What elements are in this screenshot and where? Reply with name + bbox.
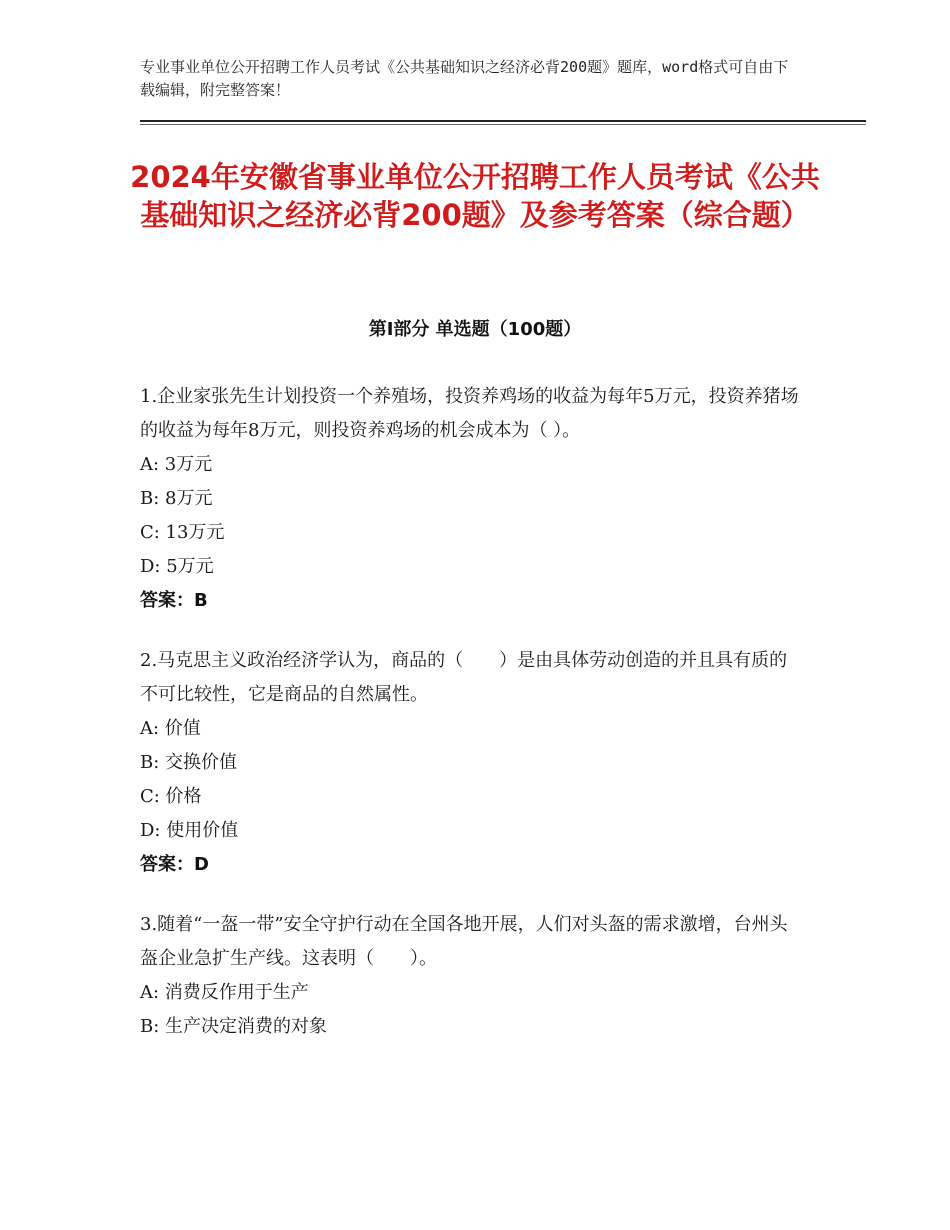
- header-divider-thin: [140, 124, 866, 125]
- answer-label: 答案：B: [140, 590, 208, 611]
- section-title: 第Ⅰ部分 单选题（100题）: [368, 319, 582, 340]
- option-d: D: 5万元: [140, 556, 214, 577]
- question-stem: 2.马克思主义政治经济学认为，商品的（ ）是由具体劳动创造的并且具有质的不可比较性，它是商品的自然属性。: [140, 650, 788, 705]
- header-note: 专业事业单位公开招聘工作人员考试《公共基础知识之经济必背200题》题库，word格式可自由下载编辑，附完整答案！: [140, 58, 789, 99]
- question-3: [140, 908, 800, 1044]
- question-list: [140, 380, 800, 1070]
- option-b: B: 生产决定消费的对象: [140, 1016, 328, 1037]
- question-stem: 3.随着“一盔一带”安全守护行动在全国各地开展，人们对头盔的需求激增，台州头盔企业急扩生产线。这表明（ ）。: [140, 914, 788, 969]
- option-b: B: 交换价值: [140, 752, 238, 773]
- option-b: B: 8万元: [140, 488, 213, 509]
- option-a: A: 3万元: [140, 454, 213, 475]
- question-1: [140, 380, 800, 618]
- option-a: A: 价值: [140, 718, 201, 739]
- document-title: 2024年安徽省事业单位公开招聘工作人员考试《公共基础知识之经济必背200题》及参考答案（综合题）: [130, 160, 820, 232]
- option-c: C: 价格: [140, 786, 202, 807]
- option-d: D: 使用价值: [140, 820, 239, 841]
- option-c: C: 13万元: [140, 522, 225, 543]
- answer-label: 答案：D: [140, 854, 209, 875]
- question-2: [140, 644, 800, 882]
- question-stem: 1.企业家张先生计划投资一个养殖场，投资养鸡场的收益为每年5万元，投资养猪场的收益为每年8万元，则投资养鸡场的机会成本为（ ）。: [140, 386, 799, 441]
- option-a: A: 消费反作用于生产: [140, 982, 309, 1003]
- header-divider: [140, 120, 866, 122]
